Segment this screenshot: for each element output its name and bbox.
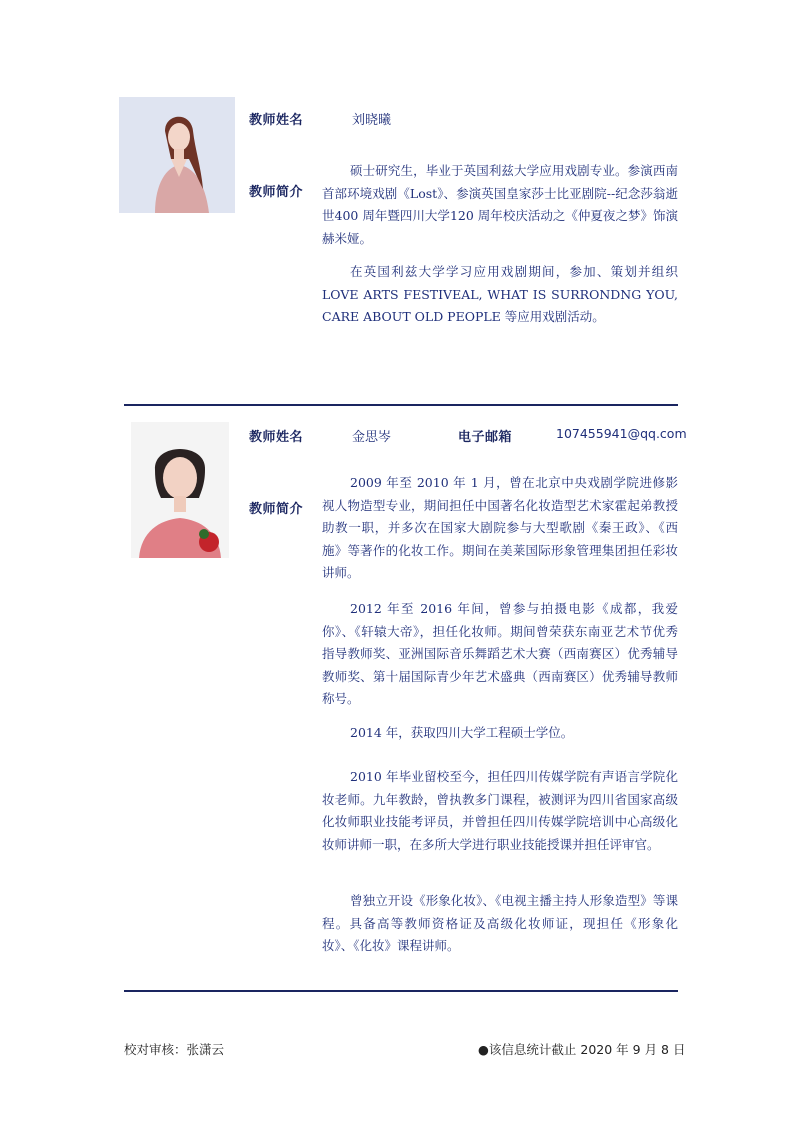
teacher-intro-label: 教师简介: [249, 185, 304, 200]
teacher-name-label: 教师姓名: [249, 430, 304, 445]
teacher-intro-paragraph: 硕士研究生，毕业于英国利兹大学应用戏剧专业。参演西南首部环境戏剧《Lost》、参演英国皇家莎士比亚剧院--纪念莎翁逝世400 周年暨四川大学120 周年校庆活动之《仲夏夜之梦》饰演赫米娅。: [322, 163, 678, 246]
teacher-photo: [131, 422, 229, 558]
teacher-name: 刘晓曦: [352, 113, 392, 128]
teacher-intro-paragraph: 2014 年，获取四川大学工程硕士学位。: [350, 725, 574, 740]
section-divider: [124, 990, 678, 992]
teacher-intro-paragraph: 在英国利兹大学学习应用戏剧期间，参加、策划并组织LOVE ARTS FESTIVEAL, WHAT IS SURRONDNG YOU, CARE ABOUT OLD PEOPLE 等应用戏剧活动。: [322, 264, 678, 325]
teacher-intro-paragraph: 曾独立开设《形象化妆》、《电视主播主持人形象造型》等课程。具备高等教师资格证及高级化妆师证，现担任《形象化妆》、《化妆》课程讲师。: [322, 893, 678, 954]
teacher-intro-paragraph: 2010 年毕业留校至今，担任四川传媒学院有声语言学院化妆老师。九年教龄，曾执教多门课程，被测评为四川省国家高级化妆师职业技能考评员，并曾担任四川传媒学院培训中心高级化妆师讲师一职，在多所大学进行职业技能授课并担任评审官。: [322, 769, 678, 852]
section-divider: [124, 404, 678, 406]
teacher-email-label: 电子邮箱: [458, 430, 513, 445]
teacher-name-label: 教师姓名: [249, 113, 304, 128]
stat-note-text: 该信息统计截止 2020 年 9 月 8 日: [488, 1042, 686, 1057]
teacher-intro-paragraph: 2012 年至 2016 年间，曾参与拍摄电影《成都，我爱你》、《轩辕大帝》，担任化妆师。期间曾荣获东南亚艺术节优秀指导教师奖、亚洲国际音乐舞蹈艺术大赛（西南赛区）优秀辅导教师奖、第十届国际青少年艺术盛典（西南赛区）优秀辅导教师称号。: [322, 601, 678, 707]
bullet-icon: ●: [478, 1042, 489, 1057]
teacher-email: 107455941@qq.com: [556, 426, 687, 441]
teacher-intro-paragraph: 2009 年至 2010 年 1 月，曾在北京中央戏剧学院进修影视人物造型专业，期间担任中国著名化妆造型艺术家霍起弟教授助教一职，并多次在国家大剧院参与大型歌剧《秦王政》、《西施》等著作的化妆工作。期间在美莱国际形象管理集团担任彩妆讲师。: [322, 475, 678, 581]
teacher-intro-label: 教师简介: [249, 502, 304, 517]
stat-note: [478, 1040, 685, 1058]
teacher-photo: [119, 97, 235, 213]
proofreader-note: 校对审核：张潇云: [124, 1042, 225, 1057]
teacher-name: 金思岑: [352, 430, 392, 445]
